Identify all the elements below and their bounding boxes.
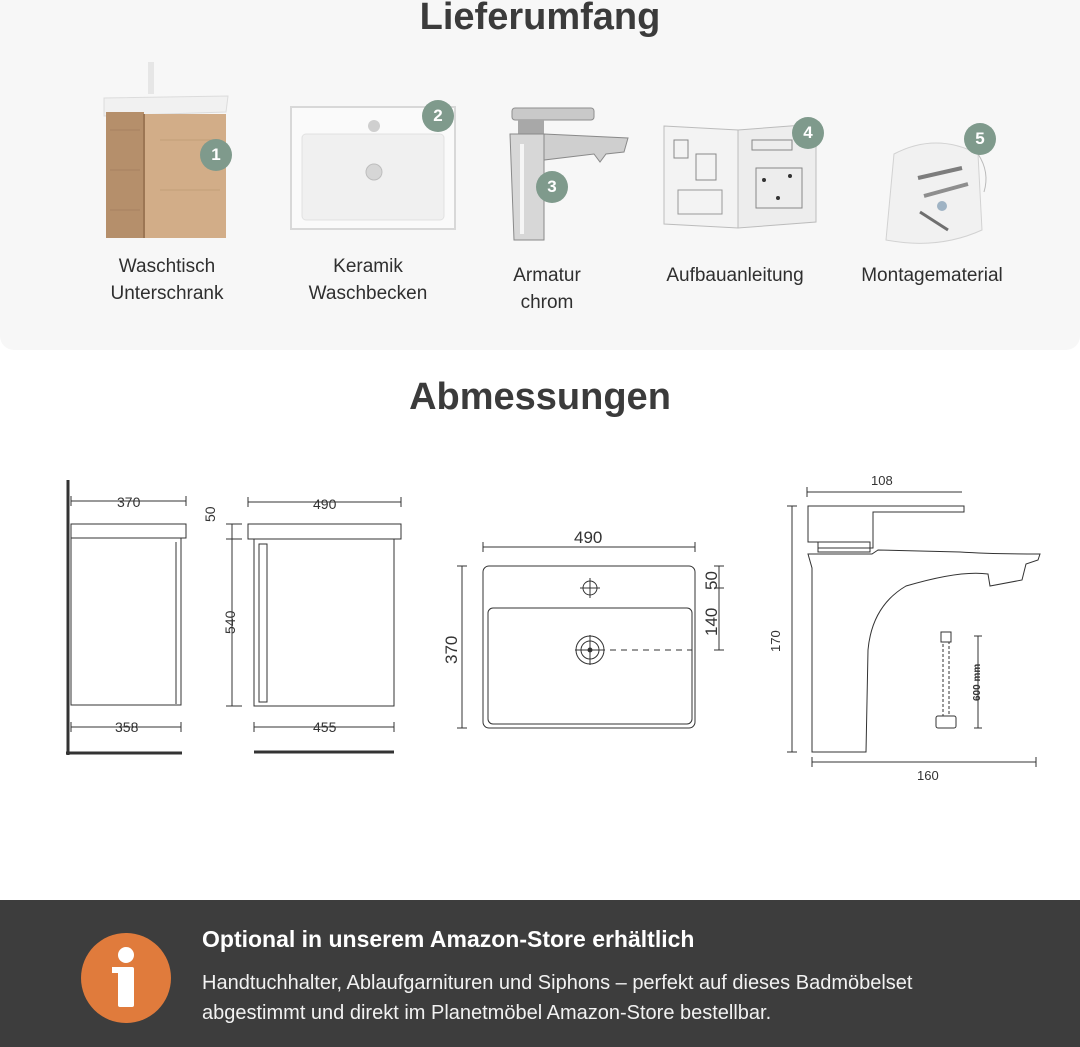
dim-front-top: 490	[313, 496, 337, 512]
item-label: Waschtisch Unterschrank	[110, 256, 224, 304]
dim-basin-depth: 370	[442, 635, 461, 664]
item-number-badge: 2	[422, 100, 454, 132]
dim-front-top-height: 50	[202, 506, 218, 522]
dim-faucet-spout: 108	[871, 473, 893, 488]
dim-faucet-base: 160	[917, 768, 939, 783]
footer-title: Optional in unserem Amazon-Store erhältlich	[202, 926, 695, 952]
item-number-badge: 1	[200, 139, 232, 171]
dimensions-title: Abmessungen	[409, 376, 671, 418]
dim-basin-drain: 140	[702, 607, 721, 636]
item-number-badge: 3	[536, 171, 568, 203]
info-icon	[81, 933, 171, 1023]
dim-side-top: 370	[117, 494, 141, 510]
scope-title: Lieferumfang	[419, 0, 661, 38]
dim-front-height: 540	[222, 610, 238, 634]
dim-faucet-height: 170	[768, 630, 783, 652]
item-label: Aufbauanleitung	[666, 265, 804, 286]
dimension-drawings	[0, 460, 1080, 800]
dim-basin-width: 490	[574, 528, 603, 547]
item-label: Keramik Waschbecken	[308, 256, 428, 304]
dim-hose-length: 600 mm	[972, 663, 983, 701]
footer-text: Handtuchhalter, Ablaufgarnituren und Siphons – perfekt auf dieses Badmöbelset abgestimmt und direkt im Planetmöbel Amazon-Store bestellbar.	[202, 972, 913, 1024]
item-number-badge: 4	[792, 117, 824, 149]
dim-side-bottom: 358	[115, 719, 139, 735]
item-number-badge: 5	[964, 123, 996, 155]
dim-basin-tap: 50	[702, 571, 721, 590]
info-footer	[0, 900, 1080, 1047]
dim-front-bottom: 455	[313, 719, 337, 735]
item-label: Montagematerial	[861, 265, 1003, 286]
faucet-icon	[500, 104, 635, 249]
item-label: Armatur chrom	[513, 265, 581, 313]
